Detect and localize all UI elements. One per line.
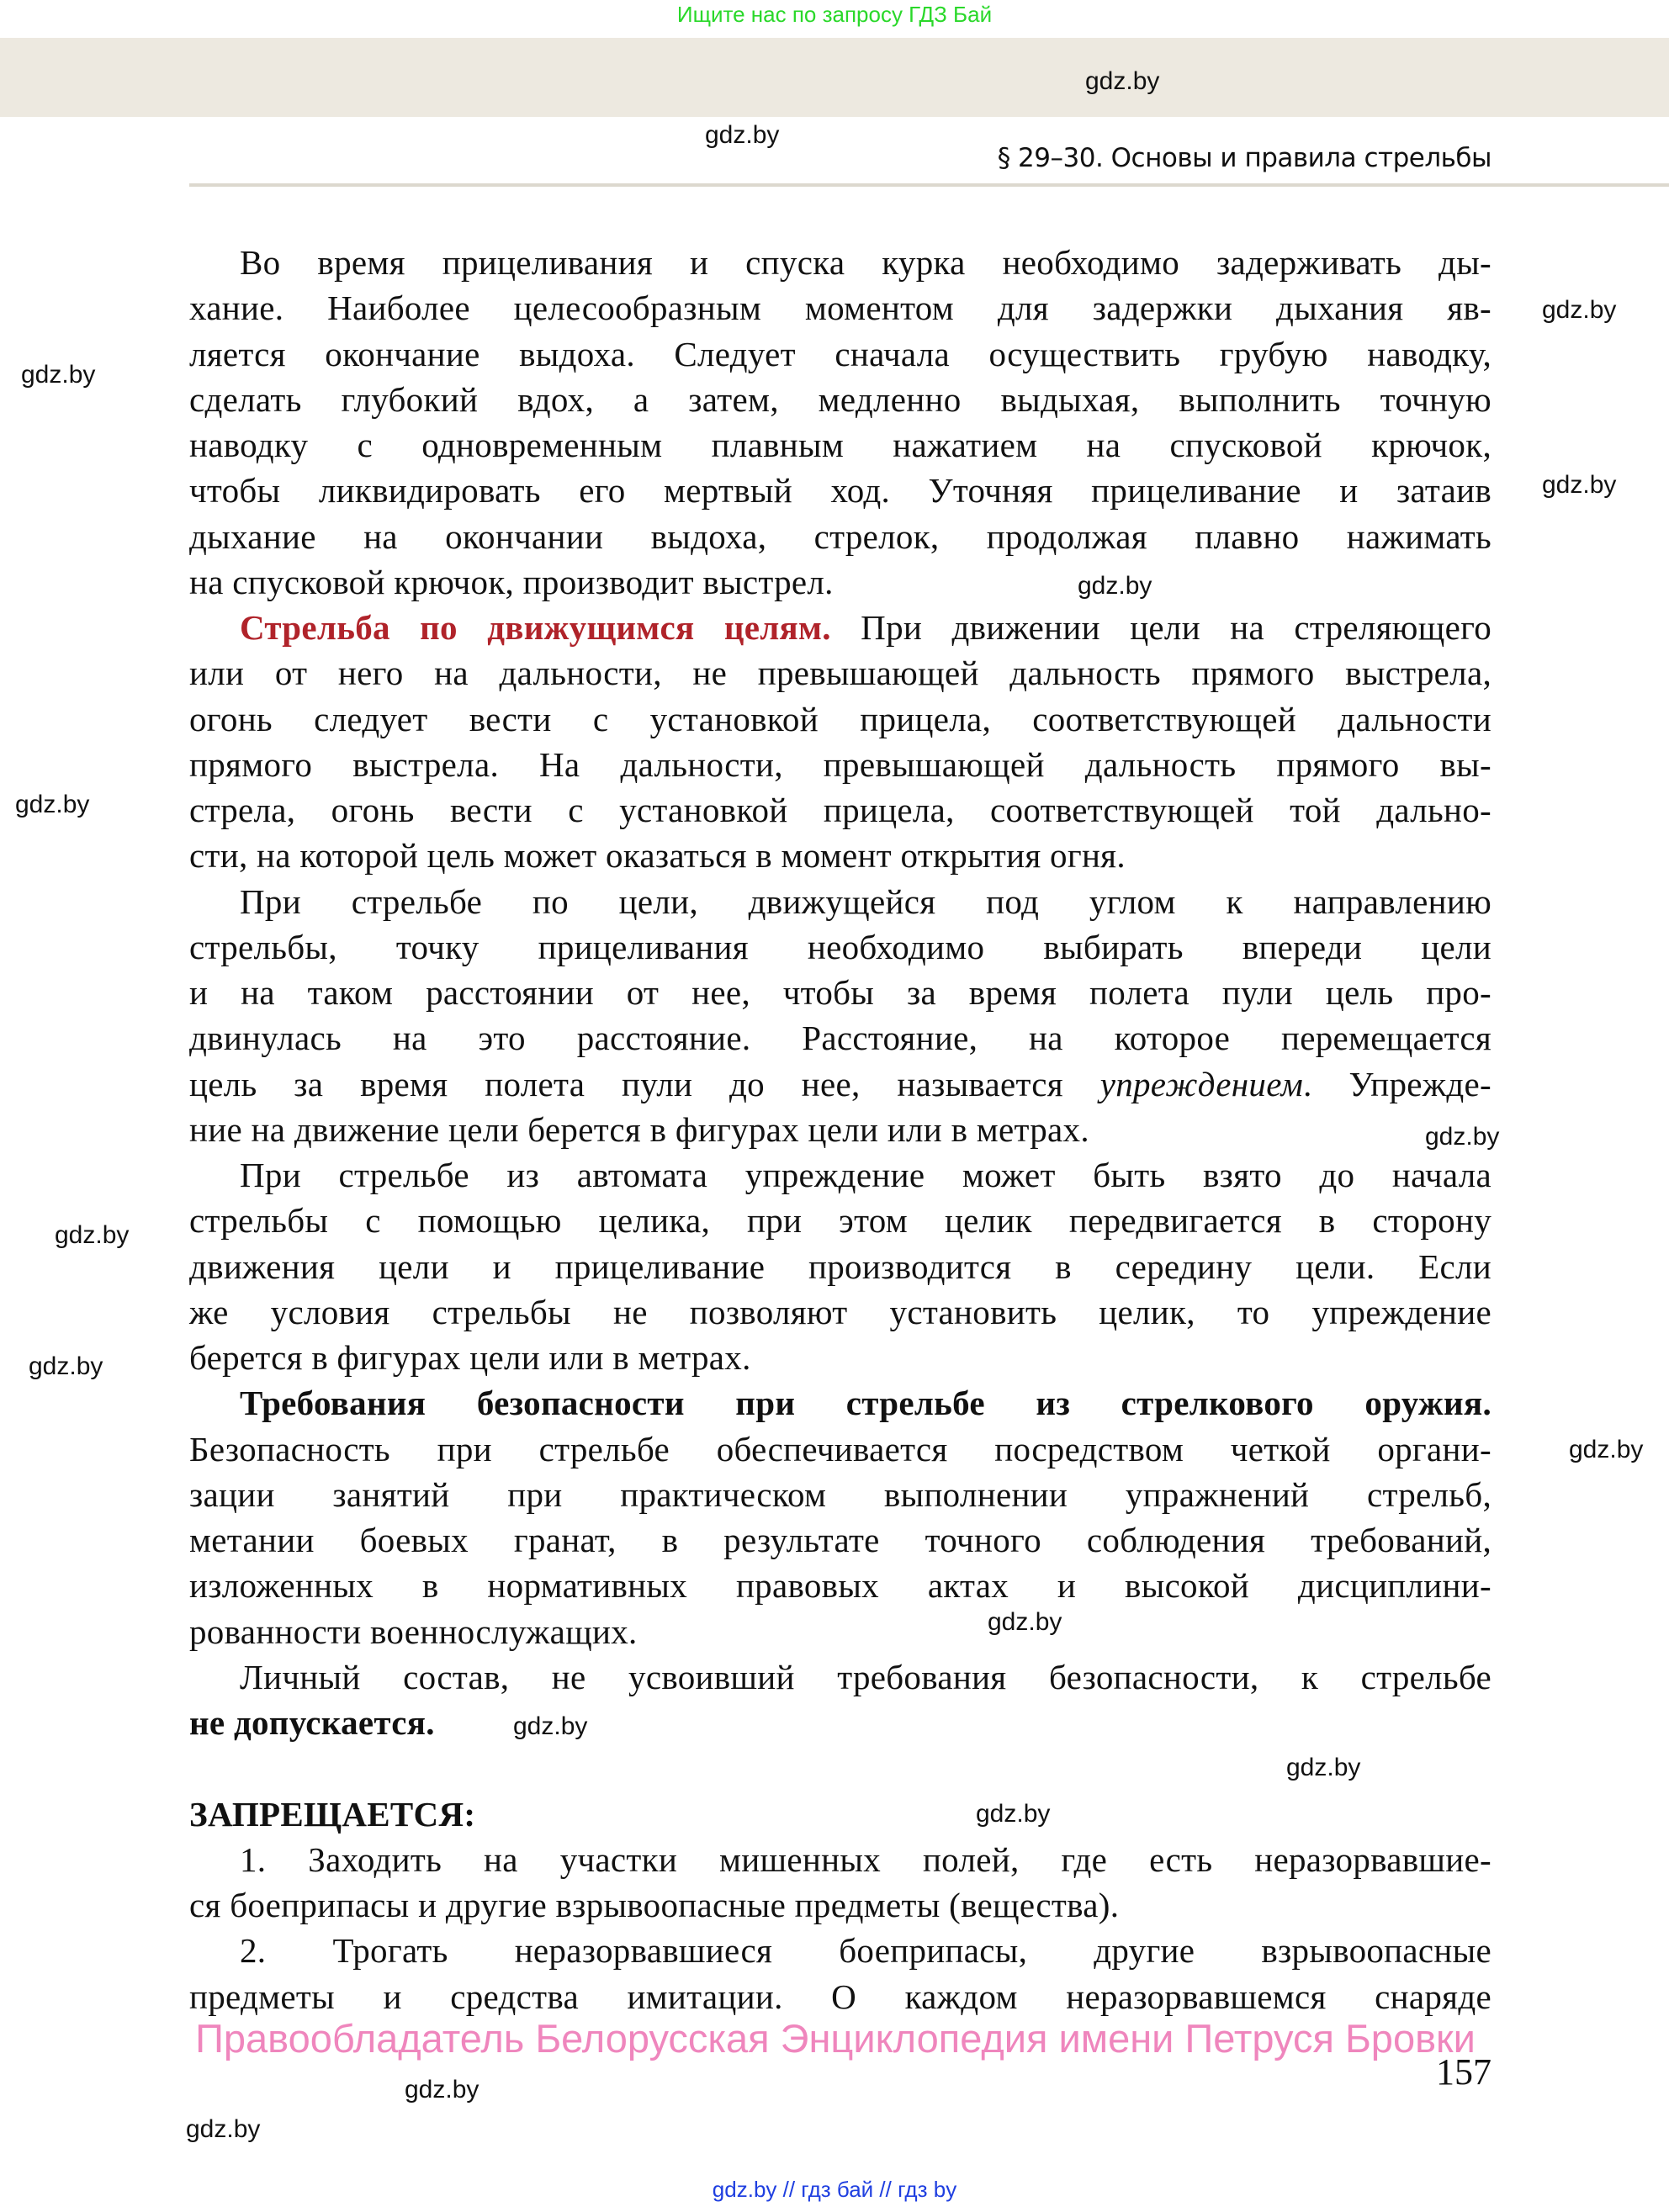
text-segment: При движении цели на стреляющего bbox=[830, 608, 1492, 647]
paragraph bbox=[189, 605, 1492, 879]
bottom-links[interactable]: gdz.by // гдз бай // гдз by bbox=[712, 2177, 957, 2202]
text-line bbox=[189, 1791, 1492, 1837]
text-segment: наводку с одновременным плавным нажатием на спусковой крючок, bbox=[189, 426, 1492, 464]
text-segment: стрела, огонь вести с установкой прицела, соответствующей той дально- bbox=[189, 791, 1492, 829]
paragraph bbox=[189, 1380, 1492, 1654]
text-line bbox=[189, 879, 1492, 924]
text-line bbox=[189, 696, 1492, 742]
emphasis-text: ЗАПРЕЩАЕТСЯ: bbox=[189, 1794, 476, 1834]
top-banner[interactable]: Ищите нас по запросу ГДЗ Бай bbox=[676, 2, 993, 27]
text-line bbox=[189, 1837, 1492, 1882]
text-segment: и на таком расстоянии от нее, чтобы за время полета пули цель про- bbox=[189, 973, 1492, 1012]
text-line bbox=[189, 1289, 1492, 1335]
text-line bbox=[189, 1152, 1492, 1198]
text-segment: ляется окончание выдоха. Следует сначала осуществить грубую наводку, bbox=[189, 334, 1492, 373]
watermark: gdz.by bbox=[1085, 67, 1160, 95]
text-segment: 1. Заходить на участки мишенных полей, где есть неразорвавшие- bbox=[240, 1839, 1492, 1879]
text-segment: двинулась на это расстояние. Расстояние, на которое перемещается bbox=[189, 1019, 1492, 1058]
text-line bbox=[189, 1015, 1492, 1061]
paragraph bbox=[189, 879, 1492, 1153]
text-line bbox=[189, 1609, 1492, 1654]
text-line bbox=[189, 1472, 1492, 1517]
text-segment: ние на движение цели берется в фигурах цели или в метрах. bbox=[189, 1109, 1089, 1149]
text-segment: зации занятий при практическом выполнении упражнений стрельб, bbox=[189, 1474, 1492, 1514]
page-number: 157 bbox=[1436, 2051, 1492, 2093]
text-line bbox=[189, 1700, 1492, 1745]
header-rule bbox=[189, 183, 1669, 187]
emphasis-text: упреждением bbox=[1099, 1064, 1304, 1103]
watermark: gdz.by bbox=[186, 2115, 261, 2143]
text-line bbox=[189, 1974, 1492, 2019]
watermark: gdz.by bbox=[405, 2076, 480, 2104]
text-segment: движения цели и прицеливание производится в середину цели. Если bbox=[189, 1246, 1492, 1286]
text-line bbox=[189, 1882, 1492, 1928]
text-line bbox=[189, 1426, 1492, 1472]
watermark: gdz.by bbox=[1542, 471, 1617, 499]
text-line bbox=[189, 1335, 1492, 1380]
paragraph bbox=[189, 1928, 1492, 2019]
header-band bbox=[0, 38, 1669, 117]
text-segment: метании боевых гранат, в результате точного соблюдения требований, bbox=[189, 1521, 1492, 1559]
text-segment: изложенных в нормативных правовых актах и высокой дисциплини- bbox=[189, 1566, 1492, 1606]
watermark: gdz.by bbox=[1286, 1754, 1361, 1781]
text-line bbox=[189, 240, 1492, 285]
text-line bbox=[189, 1107, 1492, 1152]
emphasis-text: не допускается. bbox=[189, 1703, 435, 1742]
text-line bbox=[189, 377, 1492, 422]
text-line bbox=[189, 559, 1492, 605]
watermark: gdz.by bbox=[513, 1712, 588, 1740]
paragraph bbox=[189, 1837, 1492, 1929]
text-segment: Безопасность при стрельбе обеспечивается посредством четкой органи- bbox=[189, 1429, 1492, 1468]
page-body bbox=[189, 240, 1492, 2019]
text-line bbox=[189, 833, 1492, 878]
watermark: gdz.by bbox=[29, 1352, 103, 1380]
running-head: § 29–30. Основы и правила стрельбы bbox=[997, 143, 1492, 173]
text-segment: прямого выстрела. На дальности, превышающей дальность прямого вы- bbox=[189, 744, 1492, 784]
emphasis-text: Требования безопасности при стрельбе из стрелкового оружия. bbox=[240, 1384, 1492, 1423]
text-segment: берется в фигурах цели или в метрах. bbox=[189, 1338, 751, 1377]
text-line bbox=[189, 924, 1492, 970]
text-segment: сделать глубокий вдох, а затем, медленно выдыхая, выполнить точную bbox=[189, 379, 1492, 419]
paragraph bbox=[189, 1654, 1492, 1746]
text-segment: При стрельбе по цели, движущейся под углом к направлению bbox=[240, 881, 1492, 921]
text-line bbox=[189, 1061, 1492, 1107]
text-line bbox=[189, 1244, 1492, 1289]
text-line bbox=[189, 331, 1492, 377]
text-line bbox=[189, 1380, 1492, 1426]
text-segment: Во время прицеливания и спуска курка необходимо задерживать ды- bbox=[240, 243, 1492, 282]
text-line bbox=[189, 970, 1492, 1015]
text-segment: или от него на дальности, не превышающей дальность прямого выстрела, bbox=[189, 654, 1492, 693]
text-segment: Личный состав, не усвоивший требования безопасности, к стрельбе bbox=[240, 1657, 1492, 1696]
text-line bbox=[189, 605, 1492, 650]
text-line bbox=[189, 1198, 1492, 1243]
watermark: gdz.by bbox=[15, 791, 90, 818]
text-segment: же условия стрельбы не позволяют установить целик, то упреждение bbox=[189, 1292, 1492, 1331]
text-segment: . Упрежде- bbox=[1303, 1064, 1492, 1103]
text-segment: сти, на которой цель может оказаться в момент открытия огня. bbox=[189, 836, 1126, 876]
paragraph bbox=[189, 240, 1492, 605]
text-line bbox=[189, 468, 1492, 513]
watermark: gdz.by bbox=[21, 361, 96, 389]
text-segment: ся боеприпасы и другие взрывоопасные предметы (вещества). bbox=[189, 1886, 1120, 1924]
text-line bbox=[189, 1563, 1492, 1608]
text-line bbox=[189, 1928, 1492, 1973]
text-line bbox=[189, 285, 1492, 331]
text-segment: 2. Трогать неразорвавшиеся боеприпасы, другие взрывоопасные bbox=[240, 1931, 1492, 1971]
paragraph bbox=[189, 1791, 1492, 1837]
text-segment: чтобы ликвидировать его мертвый ход. Уточняя прицеливание и затаив bbox=[189, 471, 1492, 511]
text-line bbox=[189, 1654, 1492, 1700]
watermark: gdz.by bbox=[976, 1800, 1051, 1828]
text-segment: При стрельбе из автомата упреждение может быть взято до начала bbox=[240, 1156, 1492, 1194]
text-line bbox=[189, 787, 1492, 833]
watermark: gdz.by bbox=[705, 121, 780, 149]
watermark: gdz.by bbox=[1569, 1436, 1644, 1463]
paragraph bbox=[189, 1152, 1492, 1380]
text-segment: дыхание на окончании выдоха, стрелок, продолжая плавно нажимать bbox=[189, 516, 1492, 556]
text-segment: на спусковой крючок, производит выстрел. bbox=[189, 562, 834, 601]
watermark: gdz.by bbox=[1078, 572, 1152, 600]
text-segment: хание. Наиболее целесообразным моментом для задержки дыхания яв- bbox=[189, 288, 1492, 328]
text-segment: предметы и средства имитации. О каждом неразорвавшемся снаряде bbox=[189, 1977, 1492, 2016]
text-line bbox=[189, 1517, 1492, 1563]
watermark: gdz.by bbox=[988, 1608, 1062, 1636]
watermark: gdz.by bbox=[55, 1221, 130, 1249]
text-line bbox=[189, 650, 1492, 696]
text-segment: стрельбы, точку прицеливания необходимо выбирать впереди цели bbox=[189, 927, 1492, 966]
text-line bbox=[189, 422, 1492, 468]
text-segment: стрельбы с помощью целика, при этом целик передвигается в сторону bbox=[189, 1201, 1492, 1241]
watermark: gdz.by bbox=[1542, 296, 1617, 324]
copyright-notice: Правообладатель Белорусская Энциклопедия имени Петруся Бровки bbox=[195, 2016, 1476, 2061]
text-line bbox=[189, 742, 1492, 787]
text-segment: рованности военнослужащих. bbox=[189, 1611, 638, 1651]
text-segment: огонь следует вести с установкой прицела, соответствующей дальности bbox=[189, 699, 1492, 738]
watermark: gdz.by bbox=[1425, 1123, 1500, 1151]
text-line bbox=[189, 514, 1492, 559]
section-heading: Стрельба по движущимся целям. bbox=[240, 608, 831, 647]
text-segment: цель за время полета пули до нее, называется bbox=[189, 1064, 1100, 1103]
